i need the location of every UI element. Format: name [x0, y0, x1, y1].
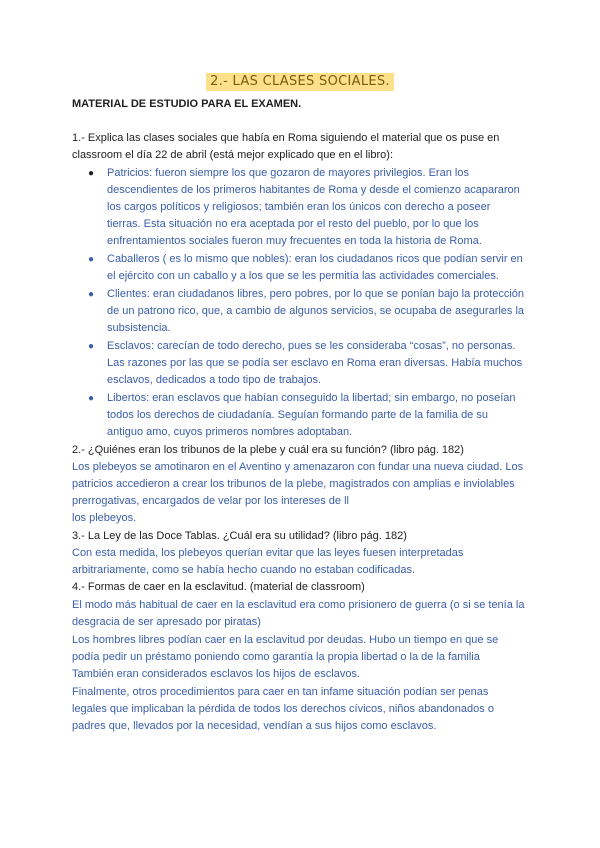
bullet-esclavos-line-2: Las razones por las que se podía ser esclavo en Roma eran diversas. Había muchos [107, 357, 523, 369]
bullet-icon: ● [88, 289, 95, 300]
q4-question: 4.- Formas de caer en la esclavitud. (material de classroom) [72, 581, 365, 593]
bullet-clientes-line-1: Clientes: eran ciudadanos libres, pero pobres, por lo que se ponían bajo la protección [107, 288, 525, 300]
bullet-patricios-line-4: tierras. Esta situación no era aceptada por el resto del pueblo, por lo que los [107, 218, 479, 230]
q4-answer-line-5: También eran considerados esclavos los hijos de esclavos. [72, 668, 360, 680]
bullet-clientes-line-2: de un patrono rico, que, a cambio de algunos servicios, se ocupaba de asegurarles la [107, 305, 525, 317]
bullet-patricios-line-1: Patricios: fueron siempre los que gozaron de mayores privilegios. Eran los [107, 167, 469, 179]
page-title: 2.- LAS CLASES SOCIALES. [206, 73, 394, 91]
bullet-caballeros-line-1: Caballeros ( es lo mismo que nobles): eran los ciudadanos ricos que podían servir en [107, 253, 523, 265]
title-wrap [0, 72, 600, 91]
bullet-clientes-line-3: subsistencia. [107, 322, 171, 334]
q2-answer-line-1: Los plebeyos se amotinaron en el Aventino y amenazaron con fundar una nueva ciudad. Los [72, 461, 524, 473]
study-heading: MATERIAL DE ESTUDIO PARA EL EXAMEN. [72, 98, 302, 110]
bullet-libertos-line-1: Libertos: eran esclavos que habían conseguido la libertad; sin embargo, no poseían [107, 392, 516, 404]
q3-answer-line-2: arbitrariamente, como se había hecho cuando no estaban codificadas. [72, 564, 416, 576]
q2-question: 2.- ¿Quiénes eran los tribunos de la plebe y cuál era su función? (libro pág. 182) [72, 444, 464, 456]
q3-question: 3.- La Ley de las Doce Tablas. ¿Cuál era su utilidad? (libro pág. 182) [72, 530, 407, 542]
bullet-icon: ● [88, 168, 95, 179]
q4-answer-line-4: podía pedir un préstamo poniendo como garantía la propia libertad o la de la familia [72, 651, 480, 663]
q2-answer-line-2: patricios accedieron a crear los tribunos de la plebe, magistrados con amplias e inviolables [72, 478, 515, 490]
q4-answer-line-6: Finalmente, otros procedimientos para caer en tan infame situación podían ser penas [72, 686, 489, 698]
q4-answer-line-1: El modo más habitual de caer en la esclavitud era como prisionero de guerra (o si se tenía la [72, 599, 525, 611]
bullet-patricios-line-2: descendientes de los primeros habitantes de Roma y desde el comienzo acapararon [107, 184, 520, 196]
q1-line-2: classroom el día 22 de abril (está mejor explicado que en el libro): [72, 149, 393, 161]
q3-answer-line-1: Con esta medida, los plebeyos querían evitar que las leyes fuesen interpretadas [72, 547, 464, 559]
q2-answer-line-3: prerrogativas, encargados de velar por los intereses de ll [72, 495, 349, 507]
bullet-esclavos-line-3: esclavos, dedicados a todo tipo de trabajos. [107, 374, 322, 386]
bullet-icon: ● [88, 341, 95, 352]
bullet-icon: ● [88, 393, 95, 404]
bullet-icon: ● [88, 254, 95, 265]
bullet-patricios-line-5: enfrentamientos sociales fueron muy frecuentes en toda la historia de Roma. [107, 235, 482, 247]
bullet-libertos-line-3: antiguo amo, cuyos primeros nombres adoptaban. [107, 426, 353, 438]
q4-answer-line-2: desgracia de ser apresado por piratas) [72, 616, 261, 628]
bullet-libertos-line-2: todos los derechos de ciudadanía. Seguían formando parte de la familia de su [107, 409, 488, 421]
bullet-caballeros-line-2: el ejército con un caballo y a los que se les permitía las actividades comerciales. [107, 270, 499, 282]
bullet-esclavos-line-1: Esclavos: carecían de todo derecho, pues se les consideraba “cosas”, no personas. [107, 340, 516, 352]
q4-answer-line-3: Los hombres libres podían caer en la esclavitud por deudas. Hubo un tiempo en que se [72, 634, 499, 646]
q4-answer-line-7: legales que implicaban la pérdida de todos los derechos cívicos, niños abandonados o [72, 703, 494, 715]
bullet-patricios-line-3: los cargos políticos y religiosos; también eran los únicos con derecho a poseer [107, 201, 491, 213]
q1-line-1: 1.- Explica las clases sociales que había en Roma siguiendo el material que os puse en [72, 132, 500, 144]
q4-answer-line-8: padres que, llevados por la necesidad, vendían a sus hijos como esclavos. [72, 720, 437, 732]
q2-answer-line-4: los plebeyos. [72, 512, 137, 524]
